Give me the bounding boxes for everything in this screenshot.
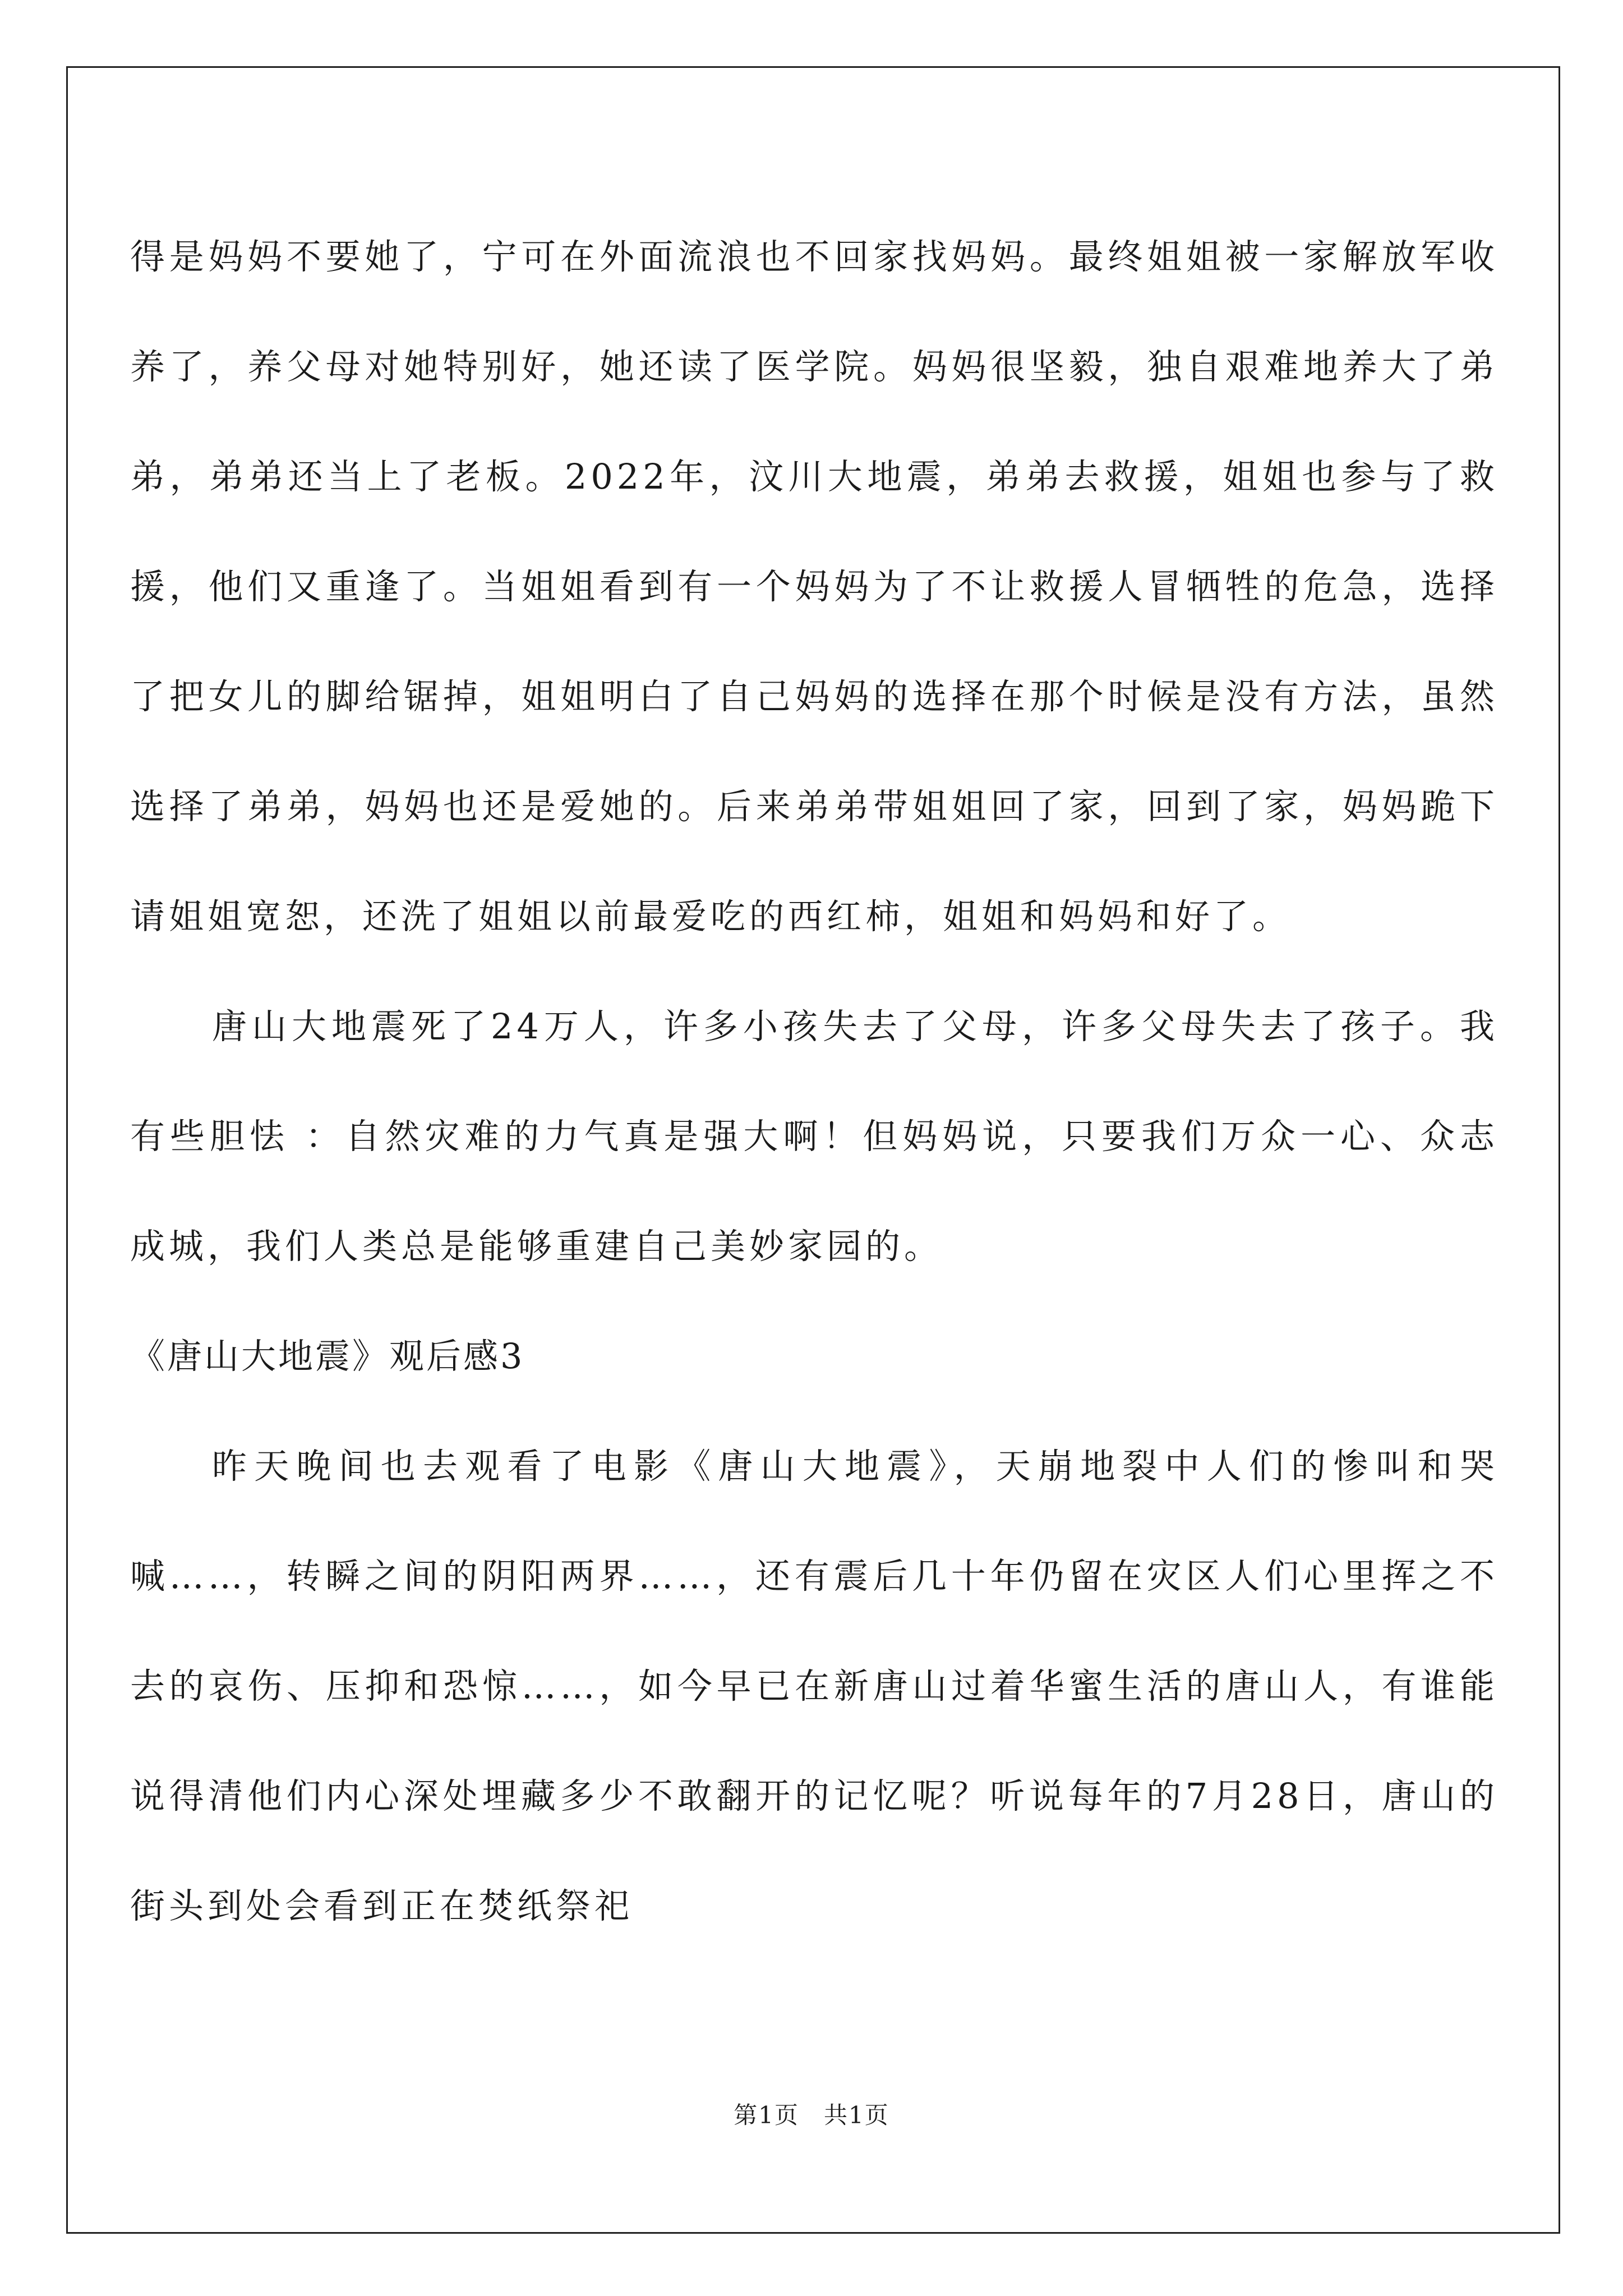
section-heading: 《唐山大地震》观后感3: [130, 1336, 525, 1377]
document-body: [130, 202, 1498, 1961]
paragraph-3: 昨天晚间也去观看了电影《唐山大地震》，天崩地裂中人们的惨叫和哭喊……，转瞬之间的阴阳两界……，还有震后几十年仍留在灾区人们心里挥之不去的哀伤、压抑和恐惊……，如今早已在新唐山过着华蜜生活的唐山人，有谁能说得清他们内心深处埋藏多少不敢翻开的记忆呢？听说每年的7月28日，唐山的街头到处会看到正在焚纸祭祀: [130, 1446, 1498, 1926]
page-footer: 第1页 共1页: [734, 2101, 889, 2129]
paragraph-2: 唐山大地震死了24万人，许多小孩失去了父母，许多父母失去了孩子。我有些胆怯 ：自然灾难的力气真是强大啊！但妈妈说，只要我们万众一心、众志成城，我们人类总是能够重建自己美妙家园的。: [130, 1006, 1498, 1267]
paragraph-1: 得是妈妈不要她了，宁可在外面流浪也不回家找妈妈。最终姐姐被一家解放军收养了，养父母对她特别好，她还读了医学院。妈妈很坚毅，独自艰难地养大了弟弟，弟弟还当上了老板。2022年，汶川大地震，弟弟去救援，姐姐也参与了救援，他们又重逢了。当姐姐看到有一个妈妈为了不让救援人冒牺牲的危急，选择了把女儿的脚给锯掉，姐姐明白了自己妈妈的选择在那个时候是没有方法，虽然选择了弟弟，妈妈也还是爱她的。后来弟弟带姐姐回了家，回到了家，妈妈跪下请姐姐宽恕，还洗了姐姐以前最爱吃的西红柿，姐姐和妈妈和好了。: [130, 236, 1498, 937]
